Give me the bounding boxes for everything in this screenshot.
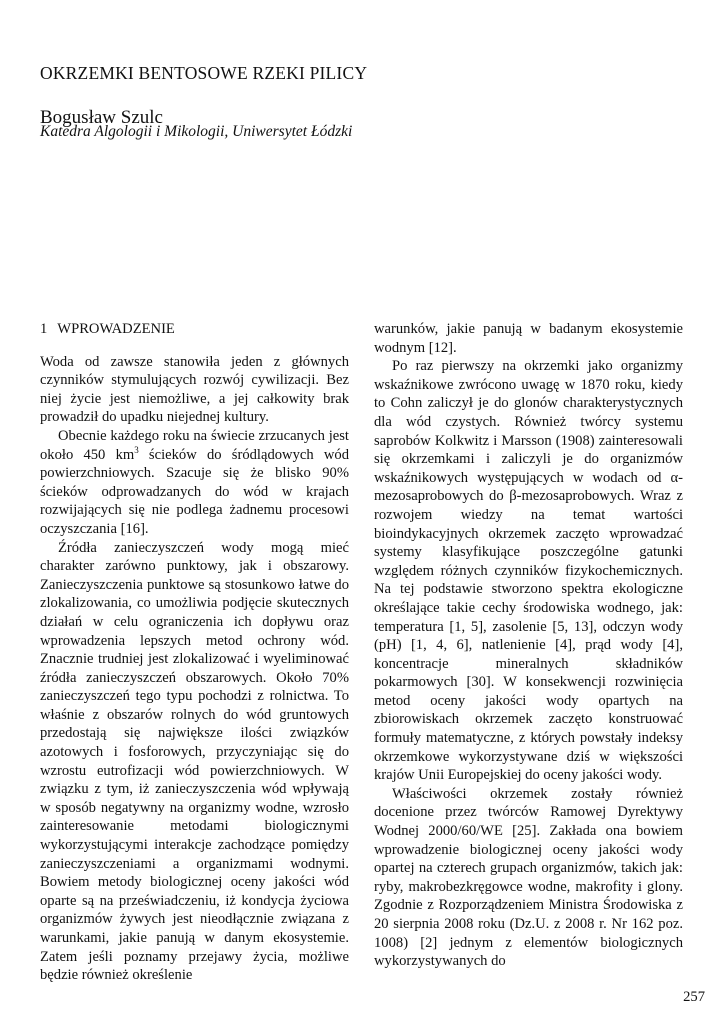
- paragraph: [40, 427, 349, 539]
- paragraph: Właściwości okrzemek zostały również docenione przez twórców Ramowej Dyrektywy Wodnej 2000/60/WE [25]. Zakłada ona bowiem wprowadzenie biologicznej oceny jakości wody opartej na czterech grupach organizmów, takich jak: ryby, makrobezkręgowce wodne, makrofity i glony. Zgodnie z Rozporządzeniem Ministra Środowiska z 20 sierpnia 2008 roku (Dz.U. z 2008 r. Nr 162 poz. 1008) [2] jednym z elementów biologicznych wykorzystywanych do: [374, 785, 683, 970]
- author-name: Bogusław Szulc: [40, 107, 163, 128]
- section-heading: [40, 320, 349, 339]
- left-column: [40, 320, 349, 985]
- section-title: WPROWADZENIE: [57, 321, 175, 337]
- right-column: [374, 320, 683, 971]
- paragraph: warunków, jakie panują w badanym ekosystemie wodnym [12].: [374, 321, 683, 356]
- page-number: 257: [683, 989, 705, 1005]
- paragraph: Źródła zanieczyszczeń wody mogą mieć charakter zarówno punktowy, jak i obszarowy. Zanieczyszczenia punktowe są stosunkowo łatwe do zlokalizowania, co umożliwia podjęcie skutecznych działań w celu ograniczenia ich dopływu oraz wprowadzenia lepszych metod ochrony wód. Znacznie trudniej jest zlokalizować i wyeliminować źródła zanieczyszczeń obszarowych. Około 70% zanieczyszczeń tego typu pochodzi z rolnictwa. To właśnie z obszarów rolnych do wód gruntowych przedostają się największe ilości związków azotowych i fosforowych, przyczyniając się do wzrostu eutrofizacji wód powierzchniowych. W związku z tym, iż zanieczyszczenia wód wpływają w sposób negatywny na organizmy wodne, wzrosło zainteresowanie metodami biologicznymi wykorzystującymi interakcje zachodzące pomiędzy zanieczyszczeniami a organizmami wodnymi. Bowiem metody biologicznej oceny jakości wód oparte są na przeświadczeniu, iż kondycja życiowa organizmów żywych jest nieodłącznie związana z warunkami, jakie panują w danym ekosystemie. Zatem jeśli poznamy przejawy życia, możliwe będzie również określenie: [40, 539, 349, 984]
- paragraph-text: ścieków do śródlądowych wód powierzchniowych. Szacuje się że blisko 90% ścieków odprowadzanych do wód w krajach rozwijających się nie podlega żadnemu procesowi oczyszczania [16].: [40, 446, 350, 537]
- author-affiliation: Katedra Algologii i Mikologii, Uniwersytet Łódzki: [40, 123, 353, 140]
- article-title: OKRZEMKI BENTOSOWE RZEKI PILICY: [40, 63, 368, 83]
- paragraph-text: Obecnie każdego roku na świecie zrzucanych jest około 450 km: [40, 427, 349, 463]
- section-number: 1: [40, 321, 48, 337]
- paragraph: Woda od zawsze stanowiła jeden z głównych czynników stymulujących rozwój cywilizacji. Bez niej życie jest niemożliwe, a jej całkowity brak prowadził do upadku niejednej kultury.: [40, 353, 349, 426]
- superscript: 3: [134, 444, 139, 455]
- paragraph: Po raz pierwszy na okrzemki jako organizmy wskaźnikowe zwrócono uwagę w 1870 roku, kiedy to Cohn zaliczył je do glonów charakterystycznych dla wód czystych. Również twórcy systemu saprobów Kolkwitz i Marsson (1908) zainteresowali się okrzemkami i zaliczyli je do organizmów wskaźnikowych występujących w wodach od α-mezosaprobowych do β-mezosaprobowych. Wraz z rozwojem wiedzy na temat wartości bioindykacyjnych okrzemek zaczęto wprowadzać systemy klasyfikujące poszczególne gatunki względem różnych czynników fizykochemicznych. Na tej podstawie stworzono spektra ekologiczne określające takie cechy środowiska wodnego, jak: temperatura [1, 5], zasolenie [5, 13], odczyn wody (pH) [1, 4, 6], natlenienie [4], prąd wody [4], koncentracje mineralnych składników pokarmowych [30]. W konsekwencji rozwinięcia metod oceny jakości wody opartych na zbiorowiskach okrzemek zaczęto konstruować formuły matematyczne, z których powstały indeksy okrzemkowe wykorzystywane dziś w większości krajów Unii Europejskiej do oceny jakości wody.: [374, 358, 683, 784]
